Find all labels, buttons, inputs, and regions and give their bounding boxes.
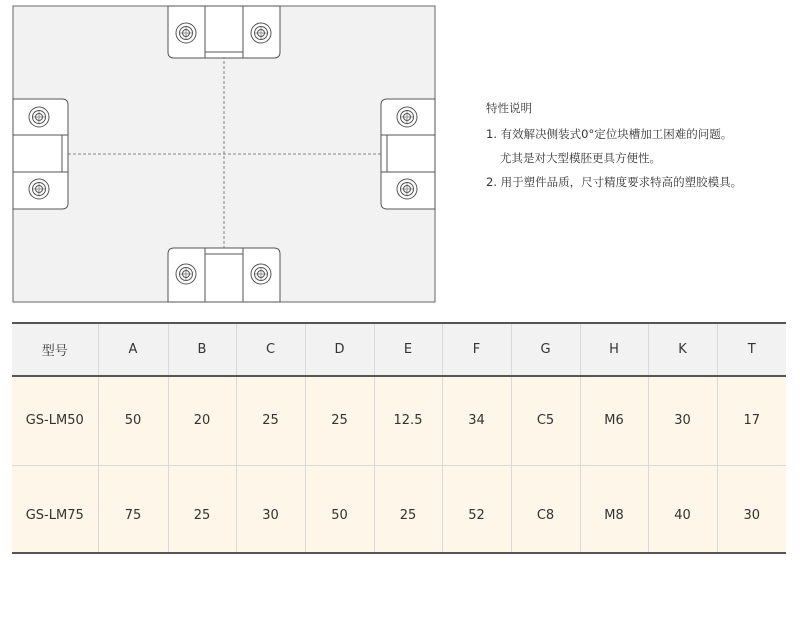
table-cell: C5 [511,376,580,465]
table-cell: 50 [98,376,168,465]
feature-item: 尤其是对大型模胚更具方便性。 [500,151,661,165]
table-cell: 75 [98,465,168,553]
features-section [486,96,796,194]
right-positioning-block [381,99,435,209]
left-positioning-block [13,99,68,209]
bolt-hole-icon [397,179,417,199]
column-header: E [374,323,442,376]
table-cell: 30 [236,465,305,553]
column-header: D [305,323,374,376]
table-cell: C8 [511,465,580,553]
column-header: G [511,323,580,376]
bolt-hole-icon [29,107,49,127]
table-header-row [12,323,786,376]
feature-item: 1. 有效解决侧装式0°定位块槽加工困难的问题。 [486,127,733,141]
table-cell: 25 [374,465,442,553]
table-cell: 52 [442,465,511,553]
table-cell: 50 [305,465,374,553]
table-cell: GS-LM50 [12,376,98,465]
bolt-hole-icon [397,107,417,127]
column-header: 型号 [12,323,98,376]
top-positioning-block [168,6,280,58]
table-cell: M8 [580,465,648,553]
bolt-hole-icon [29,179,49,199]
table-row [12,376,786,465]
table-cell: 12.5 [374,376,442,465]
table-cell: 25 [305,376,374,465]
table-cell: 34 [442,376,511,465]
column-header: T [717,323,786,376]
bolt-hole-icon [251,23,271,43]
table-cell: 30 [717,465,786,553]
bottom-positioning-block [168,248,280,302]
feature-item: 2. 用于塑件品质，尺寸精度要求特高的塑胶模具。 [486,175,743,189]
column-header: B [168,323,236,376]
column-header: K [648,323,717,376]
column-header: F [442,323,511,376]
mold-plate-diagram [0,0,460,310]
bolt-hole-icon [176,23,196,43]
table-cell: M6 [580,376,648,465]
spec-table [12,322,786,554]
table-cell: 20 [168,376,236,465]
column-header: H [580,323,648,376]
bolt-hole-icon [251,264,271,284]
column-header: A [98,323,168,376]
table-row [12,465,786,553]
table-cell: 40 [648,465,717,553]
table-cell: 30 [648,376,717,465]
column-header: C [236,323,305,376]
table-cell: 17 [717,376,786,465]
table-cell: 25 [168,465,236,553]
table-cell: GS-LM75 [12,465,98,553]
bolt-hole-icon [176,264,196,284]
features-title: 特性说明 [486,101,532,115]
table-cell: 25 [236,376,305,465]
